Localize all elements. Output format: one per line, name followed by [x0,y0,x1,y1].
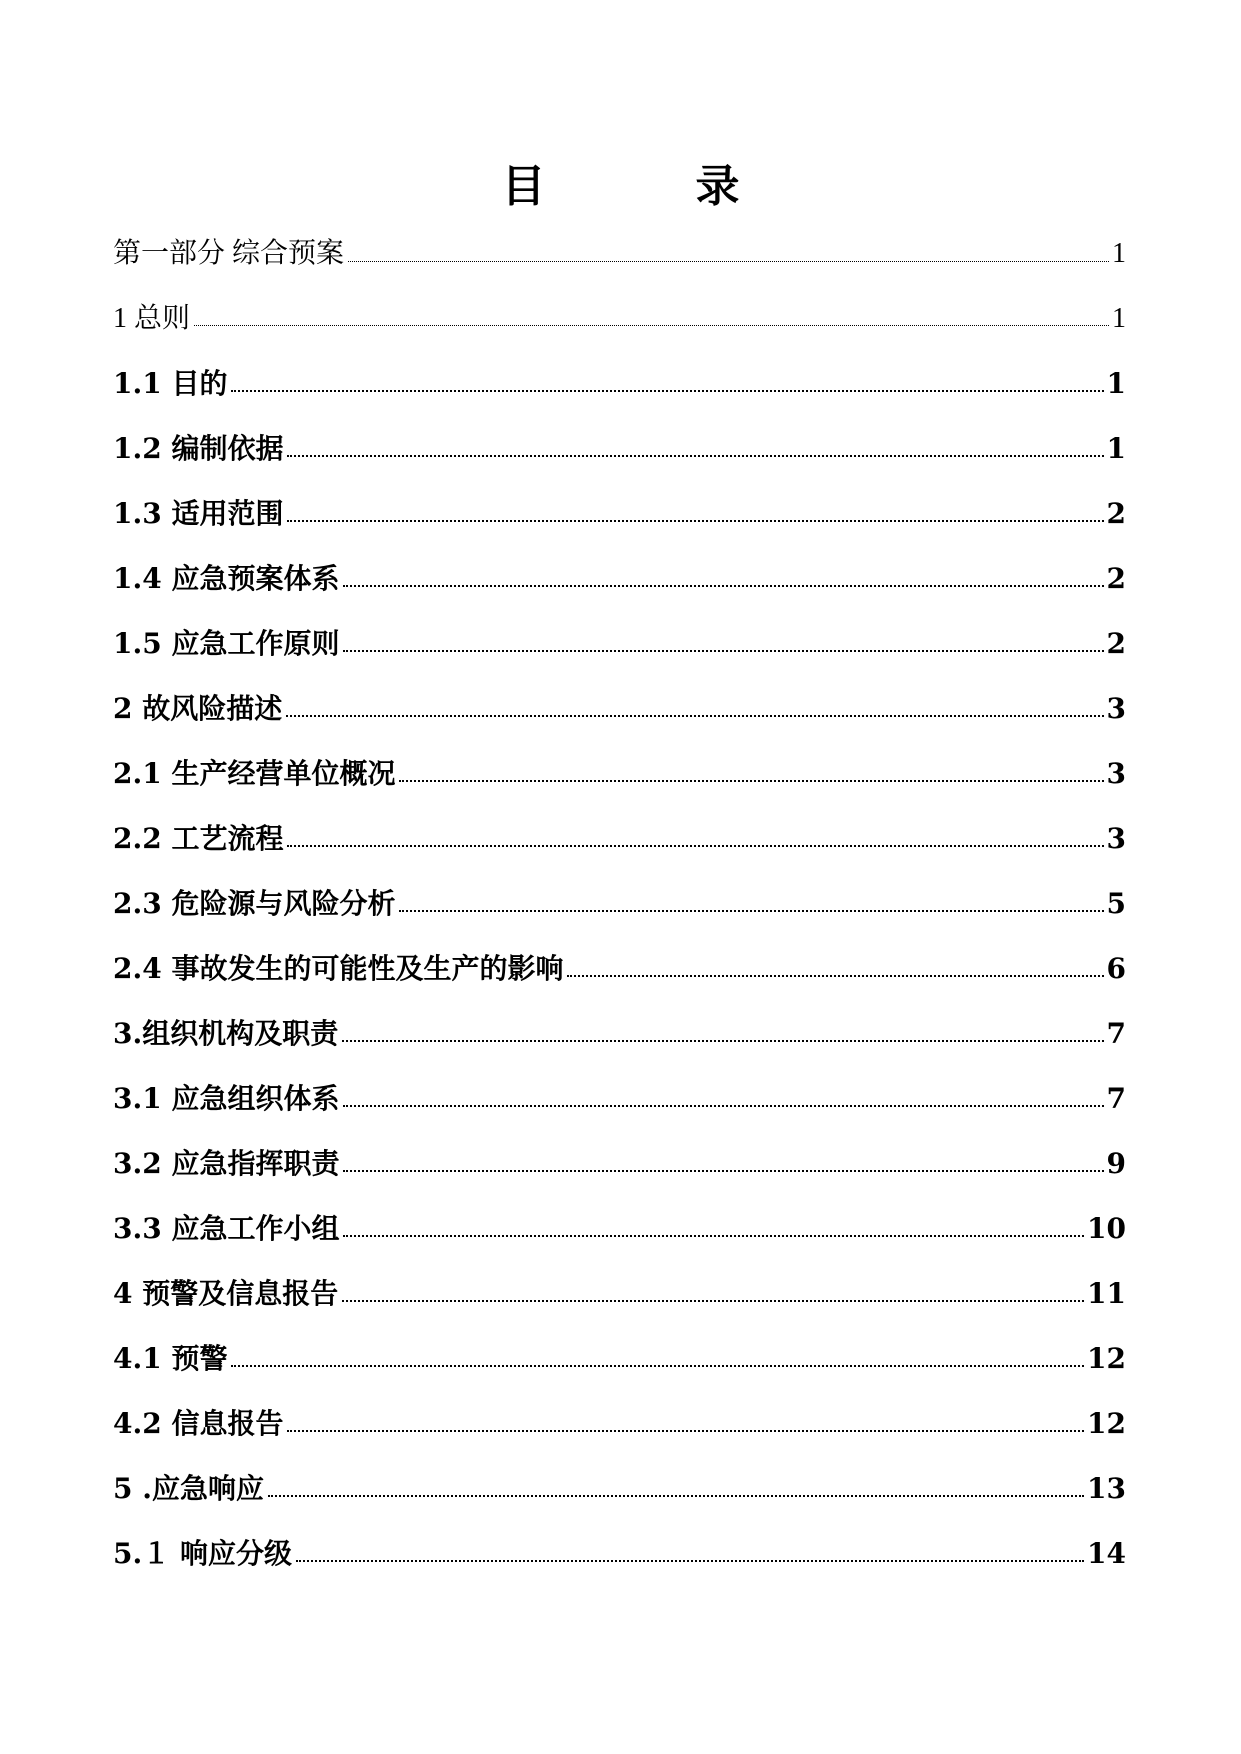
toc-entry-page: 10 [1087,1211,1126,1245]
toc-entry-label: 4.1 预警 [113,1341,228,1375]
dot-leader [287,520,1103,522]
dot-leader [343,1105,1103,1107]
toc-entry[interactable] [113,871,1126,936]
toc-entry-page: 13 [1087,1471,1126,1505]
dot-leader [286,715,1103,717]
toc-entry-label: 5 .应急响应 [113,1471,264,1505]
toc-entry-page: 11 [1087,1276,1126,1310]
toc-entry-page: 6 [1106,951,1126,985]
dot-leader [287,845,1103,847]
toc-entry-label: 3.1 应急组织体系 [113,1081,340,1115]
toc-entry-label: 3.2 应急指挥职责 [113,1146,340,1180]
toc-entry-label: 1.3 适用范围 [113,496,284,530]
toc-entry[interactable] [113,222,1126,286]
toc-entry-page: 7 [1106,1016,1126,1050]
toc-entry-page: 5 [1106,886,1126,920]
toc-entry[interactable] [113,1456,1126,1521]
dot-leader [348,261,1109,262]
toc-entry-label: 2.3 危险源与风险分析 [113,886,396,920]
dot-leader [342,1040,1103,1042]
page-title [0,150,1241,214]
toc-entry-label: 第一部分 综合预案 [113,238,345,269]
toc-entry-page: 1 [1112,238,1126,269]
toc-entry-label: 1.5 应急工作原则 [113,626,340,660]
toc-entry[interactable] [113,546,1126,611]
toc-entry-label: 2.1 生产经营单位概况 [113,756,396,790]
dot-leader [287,1430,1084,1432]
title-char-2: 录 [695,161,740,212]
toc-entry-page: 12 [1087,1341,1126,1375]
toc-entry[interactable] [113,416,1126,481]
toc-entry-label: 4 预警及信息报告 [113,1276,339,1310]
toc-entry-label: 3.3 应急工作小组 [113,1211,340,1245]
dot-leader [343,585,1103,587]
toc-entry-page: 7 [1106,1081,1126,1115]
toc-entry-page: 2 [1106,496,1126,530]
toc-entry[interactable] [113,676,1126,741]
toc-entry-page: 9 [1106,1146,1126,1180]
dot-leader [343,1170,1103,1172]
toc-entry[interactable] [113,1001,1126,1066]
toc-entry-page: 3 [1106,691,1126,725]
toc-entry[interactable] [113,286,1126,351]
toc-entry-label: 1 总则 [113,302,191,334]
dot-leader [287,455,1103,457]
toc-entry[interactable] [113,1066,1126,1131]
toc-entry-page: 2 [1106,626,1126,660]
toc-entry-page: 1 [1106,366,1126,400]
toc-entry[interactable] [113,936,1126,1001]
toc-entry[interactable] [113,1261,1126,1326]
dot-leader [342,1300,1084,1302]
dot-leader [567,975,1103,977]
toc-entry-label: 2.4 事故发生的可能性及生产的影响 [113,951,564,985]
toc-entry-label: 4.2 信息报告 [113,1406,284,1440]
toc-entry-page: 14 [1087,1536,1126,1570]
toc-entry[interactable] [113,1521,1126,1586]
toc-entry[interactable] [113,611,1126,676]
toc-entry[interactable] [113,1391,1126,1456]
dot-leader [268,1495,1084,1497]
toc-entry[interactable] [113,1196,1126,1261]
toc-entry-label: 3.组织机构及职责 [113,1016,339,1050]
toc-entry-page: 3 [1106,756,1126,790]
dot-leader [343,650,1103,652]
toc-entry-label: 2 故风险描述 [113,691,283,725]
toc-entry-label: 5.１ 响应分级 [113,1536,292,1570]
toc-entry-page: 3 [1106,821,1126,855]
dot-leader [231,390,1103,392]
toc-entry[interactable] [113,1131,1126,1196]
dot-leader [399,910,1103,912]
toc-entry-label: 1.1 目的 [113,366,228,400]
toc-entry[interactable] [113,351,1126,416]
dot-leader [296,1560,1084,1562]
dot-leader [231,1365,1084,1367]
toc-entry[interactable] [113,481,1126,546]
table-of-contents [113,222,1126,1586]
toc-entry-page: 2 [1106,561,1126,595]
dot-leader [194,325,1109,326]
toc-entry[interactable] [113,1326,1126,1391]
dot-leader [343,1235,1084,1237]
toc-entry-page: 12 [1087,1406,1126,1440]
toc-entry-label: 2.2 工艺流程 [113,821,284,855]
toc-entry[interactable] [113,741,1126,806]
toc-entry[interactable] [113,806,1126,871]
title-char-1: 目 [501,161,546,212]
toc-entry-label: 1.4 应急预案体系 [113,561,340,595]
toc-entry-page: 1 [1112,302,1126,334]
dot-leader [399,780,1103,782]
toc-entry-page: 1 [1106,431,1126,465]
toc-entry-label: 1.2 编制依据 [113,431,284,465]
